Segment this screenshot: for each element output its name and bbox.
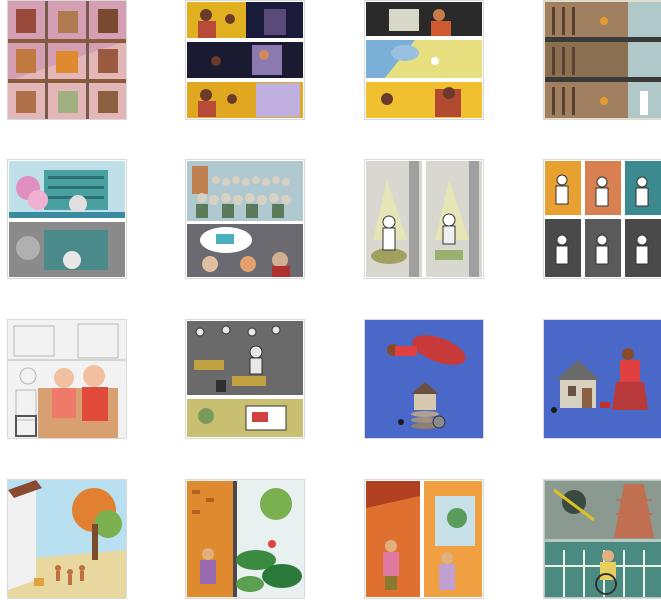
- thumbnail-person-under-lamp[interactable]: [365, 160, 483, 278]
- auditorium-crowd-illustration: [186, 160, 304, 278]
- elderly-couple-illustration: [8, 320, 126, 438]
- thumbnail-office-crowd[interactable]: [186, 320, 304, 438]
- thumbnail-apartment-block-trees[interactable]: [8, 160, 126, 278]
- family-night-illustration: [186, 1, 304, 119]
- woman-orange-house-illustration: [365, 480, 483, 598]
- apartment-facade-illustration: [8, 1, 126, 119]
- thumbnail-family-night-panels[interactable]: [186, 1, 304, 119]
- thumbnail-apartment-floors[interactable]: [544, 1, 661, 119]
- woman-computer-illustration: [365, 1, 483, 119]
- thumbnail-woman-orange-house[interactable]: [365, 480, 483, 598]
- woman-wall-jungle-illustration: [186, 480, 304, 598]
- thumbnail-road-walkers[interactable]: [8, 480, 126, 598]
- old-man-grid-illustration: [544, 160, 661, 278]
- thumbnail-wheelchair-balcony[interactable]: [544, 480, 661, 598]
- apartment-floors-illustration: [544, 1, 661, 119]
- thumbnail-auditorium-crowd[interactable]: [186, 160, 304, 278]
- thumbnail-woman-computer-panels[interactable]: [365, 1, 483, 119]
- road-walkers-illustration: [8, 480, 126, 598]
- office-crowd-illustration: [186, 320, 304, 438]
- thumbnail-apartment-facade[interactable]: [8, 1, 126, 119]
- thumbnail-old-man-grid[interactable]: [544, 160, 661, 278]
- thumbnail-elderly-couple[interactable]: [8, 320, 126, 438]
- wheelchair-balcony-illustration: [544, 480, 661, 598]
- apartment-block-trees-illustration: [8, 160, 126, 278]
- thumbnail-woman-wall-jungle[interactable]: [186, 480, 304, 598]
- thumbnail-woman-falling-house[interactable]: [365, 320, 483, 438]
- thumbnail-woman-kneeling-house[interactable]: [544, 320, 661, 438]
- person-under-lamp-illustration: [365, 160, 483, 278]
- woman-kneeling-house-illustration: [544, 320, 661, 438]
- woman-falling-house-illustration: [365, 320, 483, 438]
